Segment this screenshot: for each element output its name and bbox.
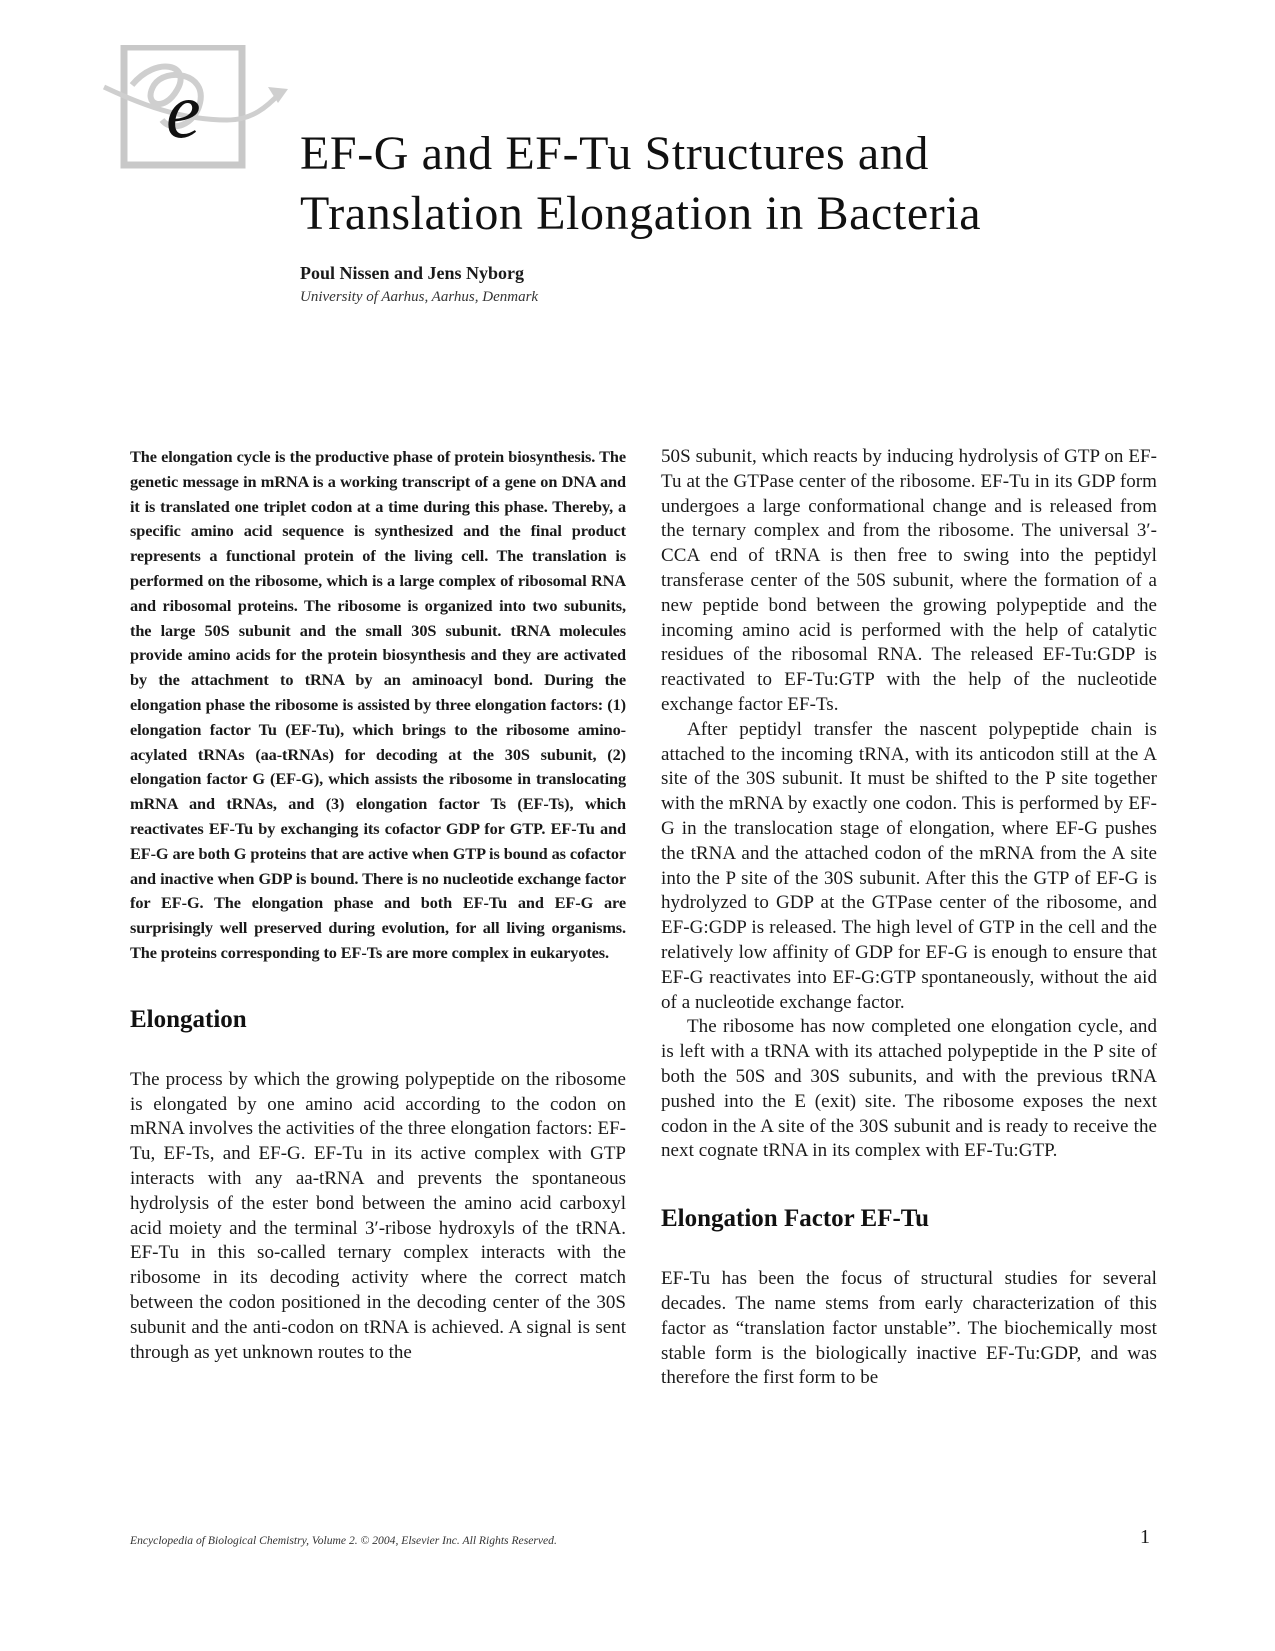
authors: Poul Nissen and Jens Nyborg: [300, 263, 525, 283]
logo-emblem-icon: [102, 45, 292, 175]
right-column: [661, 445, 1157, 1391]
encyclopedia-logo: [102, 45, 292, 175]
article-title-line-2: Translation Elongation in Bacteria: [300, 187, 982, 240]
page-number: 1: [1140, 1526, 1150, 1548]
article-title-line-1: EF-G and EF-Tu Structures and: [300, 127, 929, 180]
elongation-paragraph-1-continued: 50S subunit, which reacts by inducing hydrolysis of GTP on EF-Tu at the GTPase center of the ribosome. EF-Tu in its GDP form undergoes a large conformational change and is released from the ternary complex and from the ribosome. The universal 3′-CCA end of tRNA is then free to swing into the peptidyl transferase center of the 50S subunit, where the formation of a new peptide bond between the growing polypeptide and the incoming amino acid is performed with the help of catalytic residues of the ribosomal RNA. The released EF-Tu:GDP is reactivated to EF-Tu:GTP with the help of the nucleotide exchange factor EF-Ts.: [661, 446, 1157, 715]
svg-text:e: e: [166, 67, 201, 154]
elongation-paragraph-2: After peptidyl transfer the nascent polypeptide chain is attached to the incoming tRNA, with its anticodon still at the A site of the 30S subunit. It must be shifted to the P site together with the mRNA by exactly one codon. This is performed by EF-G in the translocation stage of elongation, where EF-G pushes the tRNA and the attached codon of the mRNA from the A site into the P site of the 30S subunit. After this the GTP of EF-G is hydrolyzed to GDP at the GTPase center of the ribosome, and EF-G:GDP is released. The high level of GTP in the cell and the relatively low affinity of GDP for EF-G is enough to ensure that EF-G reactivates into EF-G:GTP spontaneously, without the aid of a nucleotide exchange factor.: [661, 718, 1157, 1013]
elongation-paragraph-3: The ribosome has now completed one elongation cycle, and is left with a tRNA with its attached polypeptide in the P site of both the 50S and 30S subunits, and with the previous tRNA pushed into the E (exit) site. The ribosome exposes the next codon in the A site of the 30S subunit and is ready to receive the next cognate tRNA in its complex with EF-Tu:GTP.: [661, 1016, 1157, 1162]
left-column: [130, 445, 626, 1365]
footer-citation: Encyclopedia of Biological Chemistry, Volume 2. © 2004, Elsevier Inc. All Rights Reserved.: [130, 1534, 557, 1547]
affiliation: University of Aarhus, Aarhus, Denmark: [300, 289, 539, 305]
section-heading-ef-tu: Elongation Factor EF-Tu: [661, 1205, 930, 1233]
ef-tu-paragraph-1: EF-Tu has been the focus of structural studies for several decades. The name stems from early characterization of this factor as “translation factor unstable”. The biochemically most stable form is the biologically inactive EF-Tu:GDP, and was therefore the first form to be: [661, 1268, 1157, 1389]
elongation-paragraph-1: The process by which the growing polypeptide on the ribosome is elongated by one amino acid according to the codon on mRNA involves the activities of the three elongation factors: EF-Tu, EF-Ts, and EF-G. EF-Tu in its active complex with GTP interacts with any aa-tRNA and prevents the spontaneous hydrolysis of the ester bond between the amino acid carboxyl acid moiety and the terminal 3′-ribose hydroxyls of the tRNA. EF-Tu in this so-called ternary complex interacts with the ribosome in its decoding activity where the correct match between the codon positioned in the decoding center of the 30S subunit and the anti-codon on tRNA is achieved. A signal is sent through as yet unknown routes to the: [130, 1068, 626, 1363]
article-title: [300, 124, 1220, 244]
abstract: The elongation cycle is the productive phase of protein biosynthesis. The genetic message in mRNA is a working transcript of a gene on DNA and it is translated one triplet codon at a time during this phase. Thereby, a specific amino acid sequence is synthesized and the final product represents a functional protein of the living cell. The translation is performed on the ribosome, which is a large complex of ribosomal RNA and ribosomal proteins. The ribosome is organized into two subunits, the large 50S subunit and the small 30S subunit. tRNA molecules provide amino acids for the protein biosynthesis and they are activated by the attachment to tRNA by an aminoacyl bond. During the elongation phase the ribosome is assisted by three elongation factors: (1) elongation factor Tu (EF-Tu), which brings to the ribosome amino-acylated tRNAs (aa-tRNAs) for decoding at the 30S subunit, (2) elongation factor G (EF-G), which assists the ribosome in translocating mRNA and tRNAs, and (3) elongation factor Ts (EF-Ts), which reactivates EF-Tu by exchanging its cofactor GDP for GTP. EF-Tu and EF-G are both G proteins that are active when GTP is bound as cofactor and inactive when GDP is bound. There is no nucleotide exchange factor for EF-G. The elongation phase and both EF-Tu and EF-G are surprisingly well preserved during evolution, for all living organisms. The proteins corresponding to EF-Ts are more complex in eukaryotes.: [130, 447, 626, 962]
section-heading-elongation: Elongation: [130, 1005, 247, 1033]
